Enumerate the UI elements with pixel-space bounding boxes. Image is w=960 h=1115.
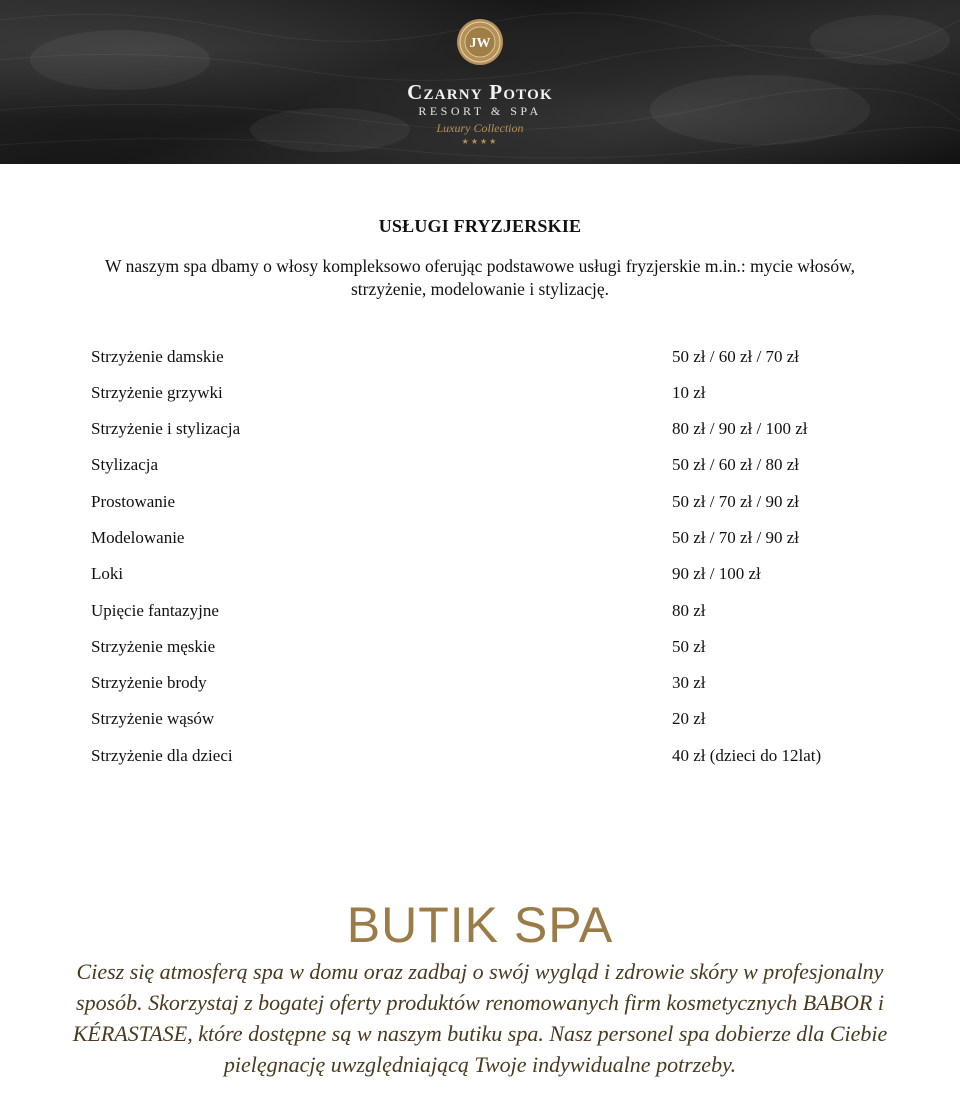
jw-seal-icon <box>456 18 504 66</box>
butik-title: BUTIK SPA <box>346 897 614 953</box>
price-row <box>0 419 960 455</box>
service-price: 50 zł / 70 zł / 90 zł <box>672 492 800 511</box>
service-name: Loki <box>91 564 124 583</box>
butik-description: Ciesz się atmosferą spa w domu oraz zadbaj o swój wygląd i zdrowie skóry w profesjonalny sposób. Skorzystaj z bogatej oferty produktów renomowanych firm kosmetycznych BABOR i KÉRASTASE, które dostępne są w naszym butiku spa. Nasz personel spa dobierze dla Ciebie pielęgnację uwzględniającą Twoje indywidualne potrzeby. <box>72 959 888 1077</box>
service-name: Strzyżenie damskie <box>91 347 224 366</box>
header-banner <box>0 0 960 164</box>
price-row <box>0 673 960 709</box>
price-row <box>0 455 960 491</box>
price-row <box>0 492 960 528</box>
service-price: 40 zł (dzieci do 12lat) <box>672 746 822 765</box>
service-name: Upięcie fantazyjne <box>91 601 219 620</box>
brand-subtitle: RESORT & SPA <box>418 104 542 118</box>
service-price: 80 zł / 90 zł / 100 zł <box>672 419 808 438</box>
rating-stars: ★★★★ <box>461 137 499 146</box>
service-price: 50 zł / 60 zł / 80 zł <box>672 455 800 474</box>
price-row <box>0 564 960 600</box>
price-row <box>0 637 960 673</box>
price-row <box>0 746 960 782</box>
service-price: 50 zł / 60 zł / 70 zł <box>672 347 800 366</box>
brand-collection: Luxury Collection <box>436 121 524 135</box>
price-row <box>0 709 960 745</box>
service-name: Strzyżenie i stylizacja <box>91 419 241 438</box>
price-row <box>0 528 960 564</box>
service-price: 50 zł / 70 zł / 90 zł <box>672 528 800 547</box>
service-price: 10 zł <box>672 383 706 402</box>
service-name: Strzyżenie grzywki <box>91 383 223 402</box>
service-price: 50 zł <box>672 637 706 656</box>
price-row <box>0 383 960 419</box>
service-name: Strzyżenie dla dzieci <box>91 746 233 765</box>
section-title: USŁUGI FRYZJERSKIE <box>378 216 582 236</box>
price-row <box>0 601 960 637</box>
service-price: 80 zł <box>672 601 706 620</box>
service-name: Prostowanie <box>91 492 176 511</box>
service-name: Strzyżenie brody <box>91 673 207 692</box>
seal-text: JW <box>469 36 491 51</box>
service-price: 30 zł <box>672 673 706 692</box>
brand-name: Czarny Potok <box>407 80 553 104</box>
service-name: Stylizacja <box>91 455 159 474</box>
service-name: Strzyżenie wąsów <box>91 709 215 728</box>
resort-logo <box>380 18 580 152</box>
service-price: 90 zł / 100 zł <box>672 564 761 583</box>
service-name: Strzyżenie męskie <box>91 637 216 656</box>
section-intro: W naszym spa dbamy o włosy kompleksowo oferując podstawowe usługi fryzjerskie m.in.: mycie włosów, strzyżenie, modelowanie i stylizację. <box>105 256 855 299</box>
price-row <box>0 347 960 383</box>
service-price: 20 zł <box>672 709 706 728</box>
service-name: Modelowanie <box>91 528 185 547</box>
